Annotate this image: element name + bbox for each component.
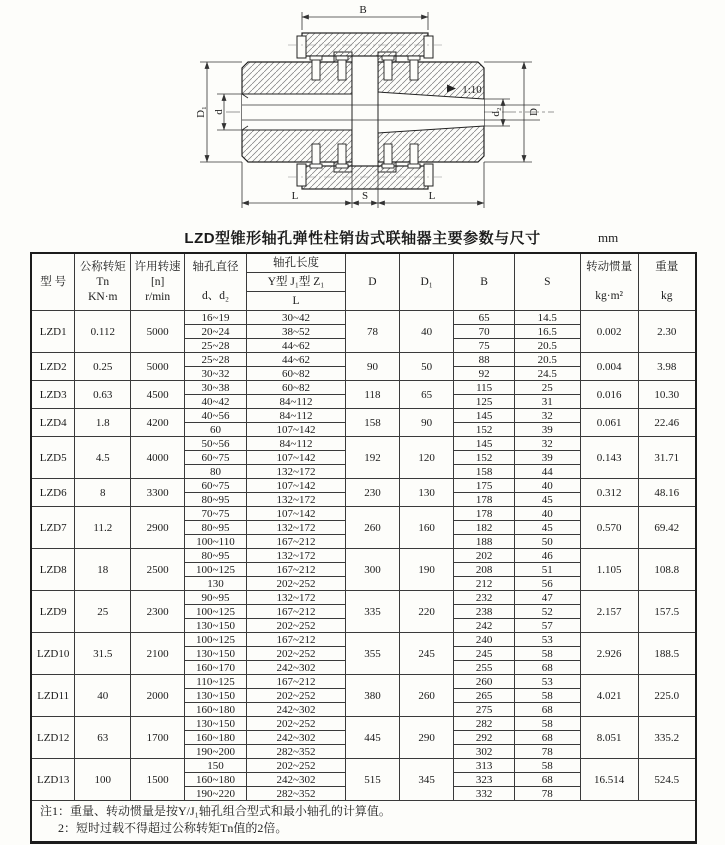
cell-inertia: 0.004 [580, 353, 638, 381]
table-row [31, 633, 696, 647]
header-bore-length [246, 253, 345, 311]
cell-bore-length: 167~212 [246, 535, 345, 549]
table-row [31, 353, 696, 367]
table-row [31, 409, 696, 423]
cell-S: 58 [514, 759, 580, 773]
cell-torque: 1.8 [75, 409, 131, 437]
cell-B: 265 [454, 689, 515, 703]
cell-bore-diameter: 60~75 [185, 479, 247, 493]
table-row [31, 549, 696, 563]
cell-B: 323 [454, 773, 515, 787]
cell-torque: 25 [75, 591, 131, 633]
cell-S: 14.5 [514, 311, 580, 325]
table-row [31, 759, 696, 773]
cell-weight: 48.16 [638, 479, 696, 507]
cell-D1: 160 [399, 507, 454, 549]
cell-torque: 0.112 [75, 311, 131, 353]
cell-B: 188 [454, 535, 515, 549]
cell-B: 175 [454, 479, 515, 493]
cell-bore-diameter: 30~38 [185, 381, 247, 395]
cell-B: 332 [454, 787, 515, 801]
cell-D: 78 [346, 311, 400, 353]
cell-speed: 1500 [131, 759, 185, 801]
cell-D: 380 [346, 675, 400, 717]
table-row [31, 675, 696, 689]
cell-bore-diameter: 110~125 [185, 675, 247, 689]
table-row [31, 717, 696, 731]
cell-bore-diameter: 160~170 [185, 661, 247, 675]
cell-model: LZD9 [31, 591, 75, 633]
cell-bore-diameter: 130~150 [185, 717, 247, 731]
header-weight [638, 253, 696, 311]
cell-D: 118 [346, 381, 400, 409]
header-speed-line2: [n] [150, 275, 165, 288]
cell-torque: 40 [75, 675, 131, 717]
cell-B: 212 [454, 577, 515, 591]
cell-bore-length: 132~172 [246, 493, 345, 507]
cell-D1: 290 [399, 717, 454, 759]
cell-S: 32 [514, 437, 580, 451]
cell-S: 16.5 [514, 325, 580, 339]
cell-weight: 3.98 [638, 353, 696, 381]
cell-speed: 4500 [131, 381, 185, 409]
cell-bore-length: 242~302 [246, 661, 345, 675]
dimension-label-d-small: d [213, 109, 225, 115]
header-bore-diameter-line1: 轴孔直径 [192, 261, 239, 273]
table-row [31, 479, 696, 493]
cell-S: 31 [514, 395, 580, 409]
cell-bore-diameter: 160~180 [185, 773, 247, 787]
header-D1: D₁ [399, 253, 454, 311]
top-sleeve-ring [288, 33, 442, 58]
cell-D: 335 [346, 591, 400, 633]
cell-B: 182 [454, 521, 515, 535]
cell-speed: 2300 [131, 591, 185, 633]
cell-D: 192 [346, 437, 400, 479]
cell-B: 255 [454, 661, 515, 675]
cell-torque: 100 [75, 759, 131, 801]
cell-S: 58 [514, 689, 580, 703]
cell-bore-length: 107~142 [246, 451, 345, 465]
cell-bore-diameter: 25~28 [185, 339, 247, 353]
cell-weight: 69.42 [638, 507, 696, 549]
taper-label: 1:10 [462, 84, 482, 96]
cell-B: 145 [454, 409, 515, 423]
cell-S: 68 [514, 661, 580, 675]
cell-speed: 1700 [131, 717, 185, 759]
cell-speed: 5000 [131, 353, 185, 381]
cell-B: 245 [454, 647, 515, 661]
cell-bore-diameter: 160~180 [185, 731, 247, 745]
cell-bore-length: 202~252 [246, 689, 345, 703]
dimension-label-l-left: L [291, 190, 299, 202]
cell-bore-length: 202~252 [246, 619, 345, 633]
cell-model: LZD5 [31, 437, 75, 479]
table-row [31, 507, 696, 521]
cell-D: 90 [346, 353, 400, 381]
cell-bore-diameter: 100~110 [185, 535, 247, 549]
cell-S: 40 [514, 507, 580, 521]
cell-weight: 524.5 [638, 759, 696, 801]
page-title: LZD型锥形轴孔弹性柱销齿式联轴器主要参数与尺寸 [184, 230, 541, 247]
cell-S: 57 [514, 619, 580, 633]
cell-model: LZD4 [31, 409, 75, 437]
cell-bore-length: 60~82 [246, 367, 345, 381]
cell-bore-length: 202~252 [246, 577, 345, 591]
cell-S: 56 [514, 577, 580, 591]
cell-S: 25 [514, 381, 580, 395]
dimension-label-b: B [359, 4, 367, 16]
cell-torque: 18 [75, 549, 131, 591]
cell-weight: 225.0 [638, 675, 696, 717]
cell-bore-length: 242~302 [246, 731, 345, 745]
dimension-label-d2: d₂ [490, 107, 502, 117]
cell-inertia: 0.570 [580, 507, 638, 549]
cell-model: LZD2 [31, 353, 75, 381]
cell-model: LZD6 [31, 479, 75, 507]
cell-S: 53 [514, 675, 580, 689]
cell-B: 70 [454, 325, 515, 339]
cell-S: 44 [514, 465, 580, 479]
cell-bore-diameter: 100~125 [185, 605, 247, 619]
cell-B: 65 [454, 311, 515, 325]
cell-D: 445 [346, 717, 400, 759]
cell-speed: 4000 [131, 437, 185, 479]
cell-B: 208 [454, 563, 515, 577]
table-row [31, 437, 696, 451]
cell-D1: 245 [399, 633, 454, 675]
cell-D1: 120 [399, 437, 454, 479]
cell-weight: 188.5 [638, 633, 696, 675]
cell-bore-length: 44~62 [246, 339, 345, 353]
cell-D1: 50 [399, 353, 454, 381]
cell-bore-diameter: 130 [185, 577, 247, 591]
cell-bore-length: 132~172 [246, 591, 345, 605]
cell-model: LZD1 [31, 311, 75, 353]
cell-D: 300 [346, 549, 400, 591]
cell-model: LZD11 [31, 675, 75, 717]
cell-D1: 130 [399, 479, 454, 507]
cell-B: 260 [454, 675, 515, 689]
cell-B: 313 [454, 759, 515, 773]
cell-bore-diameter: 80~95 [185, 549, 247, 563]
cell-D1: 345 [399, 759, 454, 801]
cell-inertia: 0.061 [580, 409, 638, 437]
cell-S: 39 [514, 451, 580, 465]
cell-model: LZD12 [31, 717, 75, 759]
cell-inertia: 0.143 [580, 437, 638, 479]
cell-model: LZD7 [31, 507, 75, 549]
cell-weight: 10.30 [638, 381, 696, 409]
cell-torque: 0.63 [75, 381, 131, 409]
header-torque-line1: 公称转矩 [79, 260, 126, 273]
cell-inertia: 0.016 [580, 381, 638, 409]
cell-bore-diameter: 20~24 [185, 325, 247, 339]
cell-speed: 4200 [131, 409, 185, 437]
cell-bore-diameter: 80~95 [185, 521, 247, 535]
header-model: 型 号 [31, 253, 75, 311]
cell-weight: 108.8 [638, 549, 696, 591]
cell-B: 242 [454, 619, 515, 633]
cell-B: 282 [454, 717, 515, 731]
cell-S: 20.5 [514, 339, 580, 353]
cell-bore-diameter: 90~95 [185, 591, 247, 605]
header-inertia-line2: kg·m² [595, 290, 623, 302]
cell-S: 78 [514, 745, 580, 759]
cell-bore-diameter: 25~28 [185, 353, 247, 367]
cell-bore-length: 242~302 [246, 703, 345, 717]
cell-B: 178 [454, 507, 515, 521]
note-2: 2：短时过载不得超过公称转矩Tn值的2倍。 [58, 821, 288, 835]
cell-D1: 220 [399, 591, 454, 633]
cell-bore-length: 167~212 [246, 563, 345, 577]
spacer-web [352, 56, 378, 168]
cell-D1: 40 [399, 311, 454, 353]
cell-torque: 4.5 [75, 437, 131, 479]
cell-bore-length: 167~212 [246, 675, 345, 689]
table-footer [31, 801, 696, 843]
cell-inertia: 8.051 [580, 717, 638, 759]
cell-torque: 0.25 [75, 353, 131, 381]
cell-S: 53 [514, 633, 580, 647]
dimension-label-d-cap: D [528, 108, 540, 116]
cell-speed: 2000 [131, 675, 185, 717]
cell-torque: 63 [75, 717, 131, 759]
cell-bore-length: 132~172 [246, 549, 345, 563]
cell-model: LZD13 [31, 759, 75, 801]
cell-bore-diameter: 60 [185, 423, 247, 437]
cell-D1: 190 [399, 549, 454, 591]
cell-speed: 3300 [131, 479, 185, 507]
right-hub [378, 52, 484, 172]
cell-bore-diameter: 50~56 [185, 437, 247, 451]
cell-bore-length: 167~212 [246, 605, 345, 619]
cell-bore-diameter: 60~75 [185, 451, 247, 465]
header-torque-line2: Tn [96, 275, 110, 288]
cell-speed: 2500 [131, 549, 185, 591]
cell-B: 115 [454, 381, 515, 395]
cell-bore-diameter: 100~125 [185, 563, 247, 577]
cell-bore-length: 107~142 [246, 423, 345, 437]
cell-S: 20.5 [514, 353, 580, 367]
left-hub [242, 52, 352, 172]
cell-S: 50 [514, 535, 580, 549]
cell-B: 202 [454, 549, 515, 563]
cell-bore-diameter: 16~19 [185, 311, 247, 325]
cell-B: 178 [454, 493, 515, 507]
header-weight-line2: kg [661, 290, 673, 302]
cell-B: 292 [454, 731, 515, 745]
cell-B: 240 [454, 633, 515, 647]
cell-bore-length: 84~112 [246, 395, 345, 409]
cell-S: 58 [514, 717, 580, 731]
cell-bore-length: 60~82 [246, 381, 345, 395]
cell-D: 230 [346, 479, 400, 507]
cell-torque: 31.5 [75, 633, 131, 675]
header-bore-length-line2: Y型 J₁型 Z₁ [247, 273, 345, 292]
cell-model: LZD3 [31, 381, 75, 409]
cell-inertia: 0.312 [580, 479, 638, 507]
cell-D: 355 [346, 633, 400, 675]
unit-label: mm [598, 230, 619, 245]
cell-bore-length: 107~142 [246, 507, 345, 521]
cell-bore-length: 282~352 [246, 745, 345, 759]
cell-bore-diameter: 100~125 [185, 633, 247, 647]
cell-bore-length: 202~252 [246, 759, 345, 773]
header-bore-diameter-line2: d、d₂ [202, 290, 230, 302]
cell-bore-length: 44~62 [246, 353, 345, 367]
cell-speed: 5000 [131, 311, 185, 353]
cell-B: 232 [454, 591, 515, 605]
cell-weight: 22.46 [638, 409, 696, 437]
header-bore-diameter [185, 253, 247, 311]
cell-bore-length: 242~302 [246, 773, 345, 787]
cell-bore-diameter: 130~150 [185, 619, 247, 633]
cell-D1: 260 [399, 675, 454, 717]
header-D: D [346, 253, 400, 311]
cell-inertia: 16.514 [580, 759, 638, 801]
cell-B: 238 [454, 605, 515, 619]
cell-bore-diameter: 160~180 [185, 703, 247, 717]
parameter-table [30, 252, 697, 844]
header-torque [75, 253, 131, 311]
cell-S: 52 [514, 605, 580, 619]
header-B: B [454, 253, 515, 311]
dimension-label-d1: D₁ [195, 106, 207, 118]
cell-S: 45 [514, 521, 580, 535]
header-speed-line3: r/min [145, 290, 171, 303]
cell-bore-diameter: 30~32 [185, 367, 247, 381]
cell-S: 45 [514, 493, 580, 507]
cell-B: 125 [454, 395, 515, 409]
cell-weight: 31.71 [638, 437, 696, 479]
note-1: 注1：重量、转动惯量是按Y/J₁轴孔组合型式和最小轴孔的计算值。 [40, 804, 391, 818]
cell-bore-length: 107~142 [246, 479, 345, 493]
cell-bore-length: 38~52 [246, 325, 345, 339]
cell-bore-diameter: 40~42 [185, 395, 247, 409]
table-row [31, 591, 696, 605]
cell-bore-length: 132~172 [246, 521, 345, 535]
header-inertia [580, 253, 638, 311]
dimension-label-l-right: L [428, 190, 436, 202]
cell-speed: 2100 [131, 633, 185, 675]
notes-cell [31, 801, 696, 843]
header-speed [131, 253, 185, 311]
header-torque-line3: KN·m [88, 290, 118, 303]
cell-inertia: 1.105 [580, 549, 638, 591]
cell-bore-length: 84~112 [246, 437, 345, 451]
header-bore-length-line1: 轴孔长度 [247, 254, 345, 273]
cell-model: LZD8 [31, 549, 75, 591]
cell-inertia: 0.002 [580, 311, 638, 353]
cell-S: 68 [514, 731, 580, 745]
cell-bore-diameter: 130~150 [185, 689, 247, 703]
cell-weight: 2.30 [638, 311, 696, 353]
cell-S: 24.5 [514, 367, 580, 381]
cell-S: 58 [514, 647, 580, 661]
cell-weight: 335.2 [638, 717, 696, 759]
cell-bore-length: 84~112 [246, 409, 345, 423]
cell-bore-diameter: 40~56 [185, 409, 247, 423]
cell-B: 75 [454, 339, 515, 353]
cell-S: 78 [514, 787, 580, 801]
header-bore-length-line3: L [292, 295, 300, 307]
cell-D: 158 [346, 409, 400, 437]
cell-S: 46 [514, 549, 580, 563]
cell-torque: 11.2 [75, 507, 131, 549]
cell-B: 152 [454, 423, 515, 437]
cell-S: 51 [514, 563, 580, 577]
cell-inertia: 2.926 [580, 633, 638, 675]
dimension-label-s: S [361, 190, 369, 202]
cell-D: 515 [346, 759, 400, 801]
cell-B: 158 [454, 465, 515, 479]
cell-D1: 65 [399, 381, 454, 409]
cell-bore-length: 30~42 [246, 311, 345, 325]
header-S: S [514, 253, 580, 311]
header-weight-line1: 重量 [655, 261, 679, 273]
cell-bore-length: 202~252 [246, 717, 345, 731]
cell-B: 88 [454, 353, 515, 367]
cell-bore-length: 132~172 [246, 465, 345, 479]
cell-bore-diameter: 130~150 [185, 647, 247, 661]
cell-B: 92 [454, 367, 515, 381]
cell-bore-diameter: 80~95 [185, 493, 247, 507]
cell-bore-diameter: 70~75 [185, 507, 247, 521]
cell-S: 47 [514, 591, 580, 605]
cell-D: 260 [346, 507, 400, 549]
cell-D1: 90 [399, 409, 454, 437]
cell-bore-length: 202~252 [246, 647, 345, 661]
cell-torque: 8 [75, 479, 131, 507]
cell-S: 40 [514, 479, 580, 493]
cell-bore-length: 282~352 [246, 787, 345, 801]
table-row [31, 311, 696, 325]
table-header [31, 253, 696, 311]
cell-S: 32 [514, 409, 580, 423]
cell-model: LZD10 [31, 633, 75, 675]
cell-B: 152 [454, 451, 515, 465]
cell-B: 302 [454, 745, 515, 759]
header-speed-line1: 许用转速 [134, 260, 181, 273]
cell-bore-diameter: 80 [185, 465, 247, 479]
cell-inertia: 4.021 [580, 675, 638, 717]
table-row [31, 381, 696, 395]
cell-inertia: 2.157 [580, 591, 638, 633]
cell-bore-length: 167~212 [246, 633, 345, 647]
coupling-section-drawing [0, 0, 725, 222]
table-body [31, 311, 696, 801]
cell-bore-diameter: 190~220 [185, 787, 247, 801]
cell-B: 145 [454, 437, 515, 451]
header-inertia-line1: 转动惯量 [586, 261, 633, 273]
cell-speed: 2900 [131, 507, 185, 549]
cell-S: 68 [514, 773, 580, 787]
cell-bore-diameter: 190~200 [185, 745, 247, 759]
cell-weight: 157.5 [638, 591, 696, 633]
cell-B: 275 [454, 703, 515, 717]
cell-S: 39 [514, 423, 580, 437]
cell-S: 68 [514, 703, 580, 717]
cell-bore-diameter: 150 [185, 759, 247, 773]
